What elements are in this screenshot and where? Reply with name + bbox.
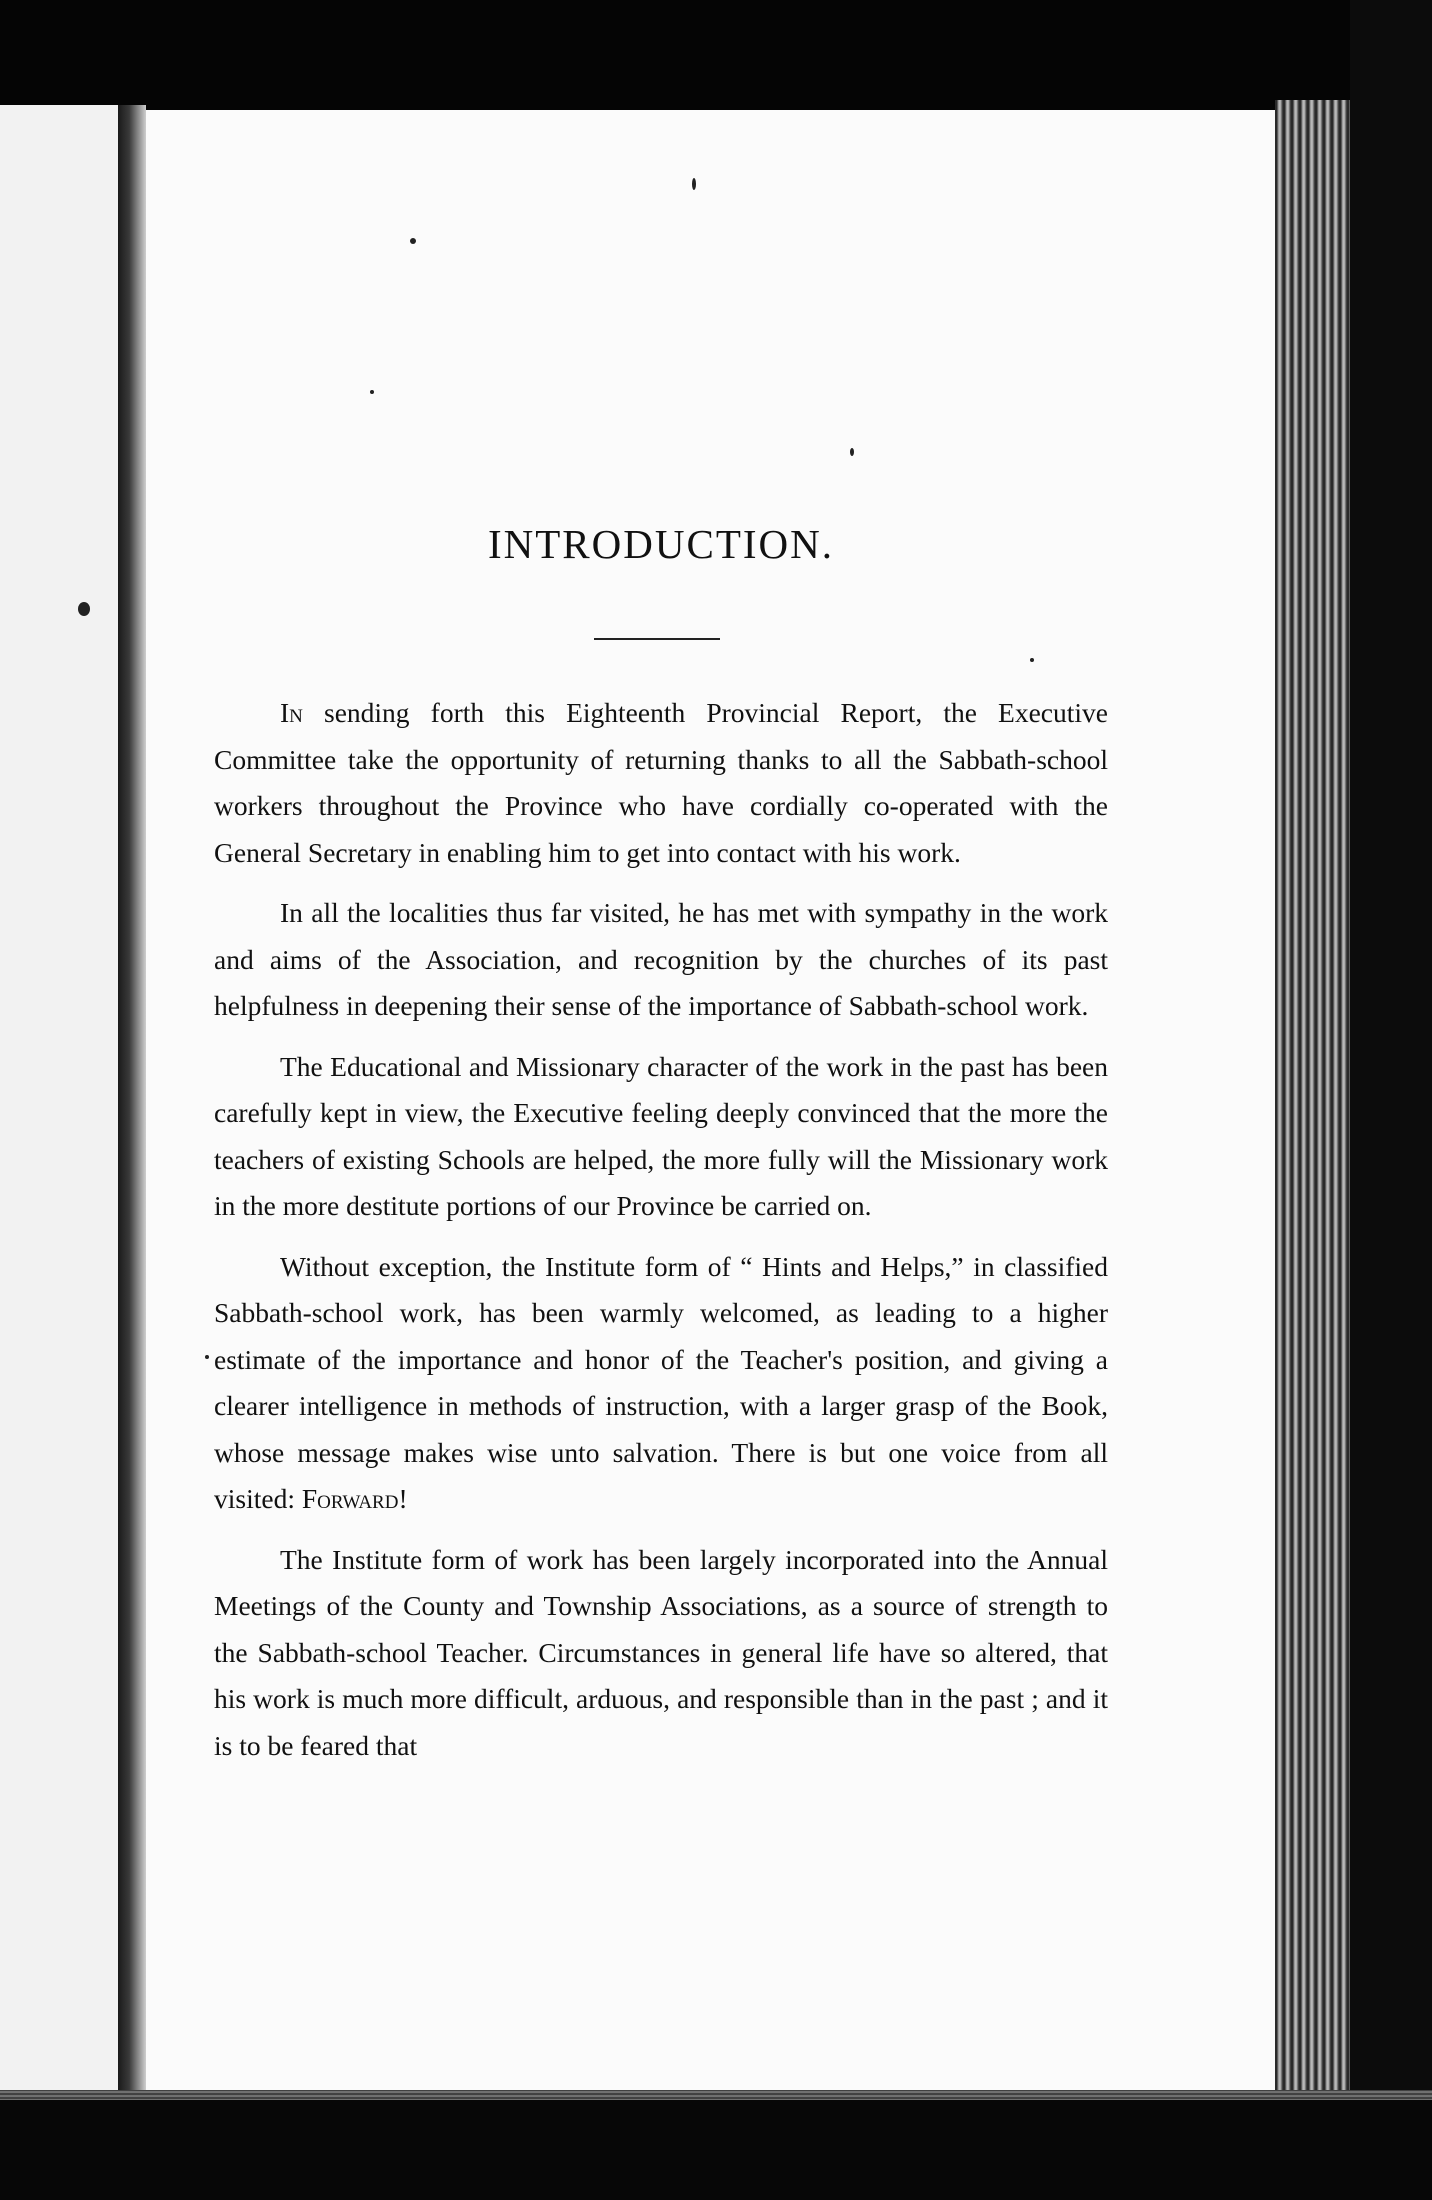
title-rule bbox=[594, 638, 720, 640]
scan-top-shadow bbox=[0, 0, 1432, 120]
paragraph-text: The Institute form of work has been largely incorporated into the Annual Meetings of the County and Township Associations, as a source of strength to the Sabbath-school Teacher. Circumstances in general life have so altered, that his work is much more difficult, arduous, and responsible than in the past ; and it is to be feared that bbox=[214, 1543, 1108, 1761]
paragraph-5 bbox=[214, 1537, 1108, 1770]
page-stack-edges bbox=[1275, 100, 1355, 2120]
paragraph-text: Without exception, the Institute form of “ Hints and Helps,” in classified Sabbath-school work, has been warmly welcomed, as leading to a higher estimate of the importance and honor of the Teacher's position, and giving a clearer intelligence in methods of instruction, with a larger grasp of the Book, whose message makes wise unto salvation. There is but one voice from all visited: bbox=[214, 1250, 1108, 1514]
page-title: INTRODUCTION. bbox=[488, 521, 834, 567]
scan-bottom-shadow bbox=[0, 2100, 1432, 2200]
scan-speck bbox=[410, 238, 416, 244]
paragraph-emphasis: Forward bbox=[301, 1483, 399, 1514]
scan-speck bbox=[78, 602, 90, 616]
book-gutter bbox=[118, 105, 146, 2095]
paragraph-4 bbox=[214, 1244, 1108, 1523]
paragraph-2 bbox=[214, 890, 1108, 1030]
paragraph-3 bbox=[214, 1044, 1108, 1230]
scan-speck bbox=[1030, 658, 1034, 662]
paragraph-1 bbox=[214, 690, 1108, 876]
paragraph-tail: ! bbox=[398, 1483, 408, 1514]
facing-page-edge bbox=[0, 105, 131, 2095]
scan-speck bbox=[370, 390, 374, 394]
scan-speck bbox=[850, 448, 854, 456]
paragraph-lead: In bbox=[280, 697, 303, 728]
body-text bbox=[214, 690, 1108, 1783]
scan-speck bbox=[205, 1355, 209, 1359]
paragraph-text: In all the localities thus far visited, he has met with sympathy in the work and aims of the Association, and recognition by the churches of its past helpfulness in deepening their sense of the importance of Sabbath-school work. bbox=[214, 897, 1108, 1021]
scan-right-shadow bbox=[1350, 0, 1432, 2200]
scan-speck bbox=[692, 178, 696, 190]
paragraph-text: sending forth this Eighteenth Provincial Report, the Executive Committee take the opportunity of returning thanks to all the Sabbath-school workers throughout the Province who have cordially co-operated with the General Secretary in enabling him to get into contact with his work. bbox=[214, 697, 1108, 868]
paragraph-text: The Educational and Missionary character of the work in the past has been carefully kept in view, the Executive feeling deeply convinced that the more the teachers of existing Schools are helped, the more fully will the Missionary work in the more destitute portions of our Province be carried on. bbox=[214, 1050, 1108, 1221]
